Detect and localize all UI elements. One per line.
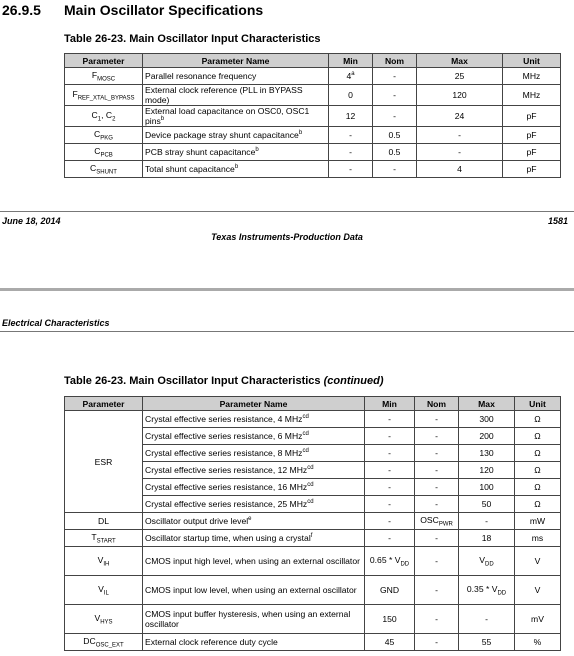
nom-cell-text: - [393,111,396,121]
param-name-cell [143,513,365,530]
nom-cell-text: - [435,499,438,509]
param-name-text: External load capacitance on OSC0, OSC1 pins [145,106,310,126]
param-name-cell [143,85,329,106]
max-cell-text: 55 [481,637,492,647]
param-cell [65,85,143,106]
footnote-ref: b [160,116,165,123]
min-cell [329,127,373,144]
min-cell [329,161,373,178]
param-name-text: Oscillator output drive level [145,516,249,526]
col-header: Nom [373,54,417,68]
param-cell [65,161,143,178]
nom-cell [373,161,417,178]
param-cell [65,144,143,161]
param-name-cell [143,106,329,127]
footer-center-text: Texas Instruments-Production Data [211,232,363,242]
footnote-ref: f [310,533,313,540]
max-cell-text: 120 [479,465,494,475]
min-cell-text: 0.65 * V [369,554,401,565]
max-cell [459,411,515,428]
min-cell [365,605,415,634]
nom-cell [373,127,417,144]
section-title: Main Oscillator Specifications [64,2,264,18]
unit-cell [515,634,561,651]
param-subscript: IH [103,561,110,568]
esr-param-cell: ESR [65,411,143,513]
table-row [65,576,561,605]
nom-cell [373,106,417,127]
nom-cell [415,445,459,462]
min-cell [365,428,415,445]
param-name-cell [143,496,365,513]
param-name-cell [143,634,365,651]
footnote-ref: cd [302,414,309,421]
col-header: Parameter [65,54,143,68]
footnote-ref: cd [302,431,309,438]
min-cell-subscript: DD [400,561,410,568]
unit-cell [503,68,561,85]
nom-cell [415,547,459,576]
param-cell [65,530,143,547]
param-name-cell [143,530,365,547]
max-cell [459,634,515,651]
unit-cell-text: pF [526,164,537,174]
nom-cell-text: - [393,164,396,174]
unit-cell [503,144,561,161]
unit-cell-text: V [534,556,541,566]
nom-cell-text: - [435,448,438,458]
param-name-text: Crystal effective series resistance, 6 MHz [145,431,303,441]
max-cell [459,513,515,530]
param-name-text: Crystal effective series resistance, 12 MHz [145,465,308,475]
min-cell [365,576,415,605]
section-number: 26.9.5 [2,2,41,18]
table-row [65,411,561,428]
nom-cell-text: - [435,465,438,475]
unit-cell-text: ms [531,533,544,543]
footer-page-number: 1581 [547,216,568,226]
table1 [64,53,561,178]
param-name-text: Crystal effective series resistance, 16 MHz [145,482,308,492]
table2 [64,396,561,651]
max-cell-subscript: DD [497,590,507,597]
table-row [65,530,561,547]
min-cell-text: - [388,465,391,475]
unit-cell [503,127,561,144]
unit-cell-text: % [533,637,542,647]
min-cell-footnote: a [351,71,355,78]
max-cell [417,161,503,178]
min-cell-text: - [388,448,391,458]
footnote-ref: b [234,164,239,171]
table1-caption: Table 26-23. Main Oscillator Input Characteristics [64,33,321,45]
min-cell-text: - [388,499,391,509]
nom-cell [415,479,459,496]
nom-cell [415,428,459,445]
unit-cell-text: mW [529,516,546,526]
param-symbol: C [91,109,98,120]
max-cell-text: 300 [479,414,494,424]
nom-cell-text: - [435,585,438,595]
unit-cell [503,161,561,178]
max-cell-text: 120 [452,90,467,100]
param-subscript: PCB [100,152,113,159]
unit-cell [515,428,561,445]
nom-cell-text: - [435,482,438,492]
unit-cell [515,576,561,605]
min-cell-text: 150 [382,614,397,624]
min-cell-text: - [349,130,352,140]
param-subscript: SHUNT [96,169,117,176]
unit-cell-text: pF [526,130,537,140]
param-symbol: T [91,531,97,542]
max-cell-text: 18 [481,533,492,543]
table-row [65,144,561,161]
min-cell [329,68,373,85]
footnote-ref: e [248,516,252,523]
unit-cell-text: Ω [534,482,541,492]
footnote-ref: b [255,147,259,154]
param-name-cell [143,144,329,161]
max-cell [459,428,515,445]
col-header: Min [365,397,415,411]
min-cell [365,513,415,530]
param-subscript: START [96,538,116,545]
param-cell [65,68,143,85]
nom-cell-text: - [435,556,438,566]
unit-cell [515,411,561,428]
nom-cell [415,530,459,547]
max-cell [459,445,515,462]
nom-cell [415,411,459,428]
min-cell [365,445,415,462]
param-name-cell [143,411,365,428]
param-symbol: F [91,69,98,80]
col-header: Parameter [65,397,143,411]
nom-cell-text: - [435,414,438,424]
min-cell [329,144,373,161]
unit-cell-text: Ω [534,499,541,509]
param-name-text: Crystal effective series resistance, 8 MHz [145,448,303,458]
min-cell [365,479,415,496]
nom-cell [415,605,459,634]
max-cell [459,530,515,547]
col-header: Max [417,54,503,68]
nom-cell-text: - [435,431,438,441]
min-cell-text: - [349,164,352,174]
unit-cell-text: pF [526,111,537,121]
max-cell [459,605,515,634]
footer-date: June 18, 2014 [2,216,61,226]
max-cell [417,68,503,85]
nom-cell-subscript: PWR [438,521,453,528]
max-cell-text: 50 [481,499,492,509]
param-symbol: V [97,554,104,565]
max-cell [417,106,503,127]
max-cell-text: 0.35 * V [466,583,498,594]
min-cell-text: - [388,533,391,543]
col-header: Parameter Name [143,397,365,411]
unit-cell [515,462,561,479]
min-cell-text: 12 [345,111,356,121]
min-cell-text: 0 [348,90,353,100]
table-row [65,634,561,651]
max-cell [417,85,503,106]
col-header: Nom [415,397,459,411]
col-header: Unit [503,54,561,68]
footnote-ref: cd [302,448,309,455]
unit-cell-text: V [534,585,541,595]
col-header: Unit [515,397,561,411]
max-cell [459,547,515,576]
min-cell-text: GND [379,585,400,595]
footnote-ref: cd [307,499,314,506]
nom-cell-text: 0.5 [388,130,401,140]
table-row [65,106,561,127]
param-name-text: CMOS input buffer hysteresis, when using an external oscillator [145,609,351,629]
max-cell-text: 25 [454,71,465,81]
nom-cell-text: - [393,71,396,81]
table-row [65,605,561,634]
max-cell-text: - [458,130,461,140]
param-cell [65,576,143,605]
table2-caption-text: Table 26-23. Main Oscillator Input Characteristics [64,375,321,387]
param-symbol: DC [83,635,96,646]
param-name-cell [143,479,365,496]
nom-cell [415,634,459,651]
unit-cell [515,445,561,462]
table-row [65,513,561,530]
min-cell-text: - [349,147,352,157]
nom-cell-text: OSC [420,514,439,525]
unit-cell [515,513,561,530]
unit-cell [503,106,561,127]
unit-cell [515,496,561,513]
min-cell [365,462,415,479]
param-name-text: Device package stray shunt capacitance [145,130,299,140]
param-name-text: Total shunt capacitance [145,164,235,174]
param-name-text: CMOS input low level, when using an external oscillator [145,585,357,595]
param-symbol: DL [98,516,109,526]
min-cell-text: 45 [384,637,395,647]
min-cell [329,85,373,106]
param-name-text: Oscillator startup time, when using a crystal [145,533,311,543]
param-cell [65,547,143,576]
param-name-text: Crystal effective series resistance, 25 MHz [145,499,308,509]
param-symbol: F [72,88,78,99]
max-cell [459,576,515,605]
max-cell [459,479,515,496]
max-cell-text: - [485,516,488,526]
nom-cell-text: 0.5 [388,147,401,157]
param-name-text: External clock reference (PLL in BYPASS mode) [145,85,303,105]
nom-cell-text: - [393,90,396,100]
param-name-text: PCB stray shunt capacitance [145,147,256,157]
param-cell [65,634,143,651]
table2-header-row [65,397,561,411]
param-symbol: V [94,612,101,623]
table2-caption [64,375,384,387]
min-cell [365,496,415,513]
nom-cell-text: - [435,614,438,624]
param-symbol: C [94,145,101,156]
param-cell [65,106,143,127]
min-cell-text: 4 [346,71,352,81]
col-header: Max [459,397,515,411]
min-cell-text: - [388,414,391,424]
nom-cell [415,576,459,605]
param-name-cell [143,547,365,576]
param-subscript: 1 [97,116,102,123]
max-cell [417,127,503,144]
max-cell-text: 4 [457,164,462,174]
param-name-cell [143,605,365,634]
table2-caption-continued: (continued) [323,375,384,387]
unit-cell [515,547,561,576]
param-cell [65,513,143,530]
nom-cell [373,144,417,161]
table-row [65,127,561,144]
col-header: Parameter Name [143,54,329,68]
unit-cell-text: MHz [522,71,541,81]
param-symbol: V [98,583,104,594]
param-subscript: REF_XTAL_BYPASS [77,95,135,102]
max-cell-text: - [485,614,488,624]
footer-rule [0,211,574,212]
unit-cell-text: MHz [522,90,541,100]
table-row [65,85,561,106]
unit-cell-text: Ω [534,414,541,424]
unit-cell [515,479,561,496]
unit-cell-text: Ω [534,465,541,475]
min-cell [365,530,415,547]
max-cell-text: 100 [479,482,494,492]
min-cell-text: - [388,431,391,441]
nom-cell [415,513,459,530]
page-break-rule [0,288,574,291]
table-row [65,161,561,178]
param-name-cell [143,68,329,85]
param-symbol: C [90,162,97,173]
min-cell [329,106,373,127]
param-name-text: CMOS input high level, when using an external oscillator [145,556,360,566]
max-cell-text: V [479,554,486,565]
param-name-text: Parallel resonance frequency [145,71,257,81]
max-cell-text: - [458,147,461,157]
nom-cell-text: - [435,637,438,647]
nom-cell [373,68,417,85]
param-name-cell [143,445,365,462]
param-cell [65,605,143,634]
max-cell-text: 24 [454,111,465,121]
max-cell-text: 130 [479,448,494,458]
max-cell [459,462,515,479]
running-header: Electrical Characteristics [2,318,110,328]
footnote-ref: b [298,130,303,137]
unit-cell [515,530,561,547]
param-name-cell [143,576,365,605]
nom-cell [415,462,459,479]
min-cell-text: - [388,482,391,492]
param-symbol: C [94,128,101,139]
col-header: Min [329,54,373,68]
nom-cell [415,496,459,513]
param-name-cell [143,462,365,479]
param-subscript: IL [103,590,109,597]
param-name-text: Crystal effective series resistance, 4 MHz [145,414,303,424]
param-name-cell [143,428,365,445]
unit-cell [503,85,561,106]
unit-cell-text: pF [526,147,537,157]
nom-cell-text: - [435,533,438,543]
table-row [65,547,561,576]
param-symbol-2: , C [101,109,113,120]
table-row [65,68,561,85]
unit-cell-text: mV [531,614,544,624]
param-subscript: HYS [100,619,113,626]
min-cell [365,634,415,651]
unit-cell-text: Ω [534,448,541,458]
param-subscript: PKG [100,135,113,142]
param-subscript: MOSC [97,76,116,83]
param-name-cell [143,127,329,144]
max-cell-subscript: DD [485,561,494,568]
header-rule [0,331,574,332]
param-name-text: External clock reference duty cycle [145,637,278,647]
min-cell [365,547,415,576]
max-cell [459,496,515,513]
max-cell-text: 200 [479,431,494,441]
table1-header-row [65,54,561,68]
param-name-cell [143,161,329,178]
unit-cell-text: Ω [534,431,541,441]
min-cell-text: - [388,516,391,526]
footnote-ref: cd [307,465,314,472]
nom-cell [373,85,417,106]
param-cell [65,127,143,144]
param-subscript-2: 2 [112,116,116,123]
max-cell [417,144,503,161]
param-subscript: OSC_EXT [95,642,124,649]
min-cell [365,411,415,428]
unit-cell [515,605,561,634]
footnote-ref: cd [307,482,314,489]
